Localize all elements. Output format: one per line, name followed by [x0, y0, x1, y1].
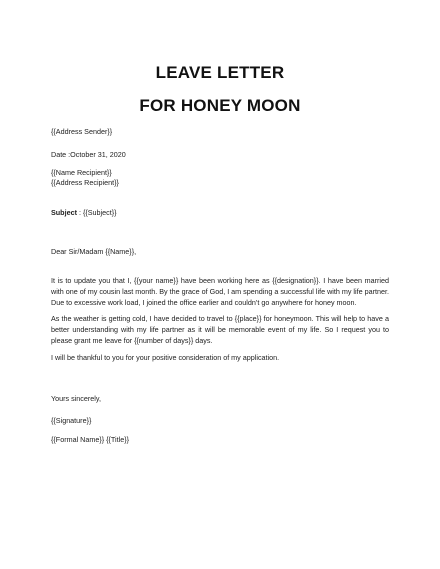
- subject-label: Subject: [51, 208, 77, 217]
- paragraph-3: I will be thankful to you for your positive consideration of my application.: [51, 353, 280, 362]
- paragraph-1: It is to update you that I, {{your name}} have been working here as {{designation}}. I have been married with one of my cousin last month. By the grace of God, I am spending a successful life with my life partner. Due to excessive work load, I joined the office earlier and couldn’t go anywhere for honey moon.: [51, 276, 389, 307]
- address-sender: {{Address Sender}}: [51, 127, 113, 136]
- date-line: Date :October 31, 2020: [51, 150, 126, 159]
- formal-name-title: {{Formal Name}} {{Title}}: [51, 435, 130, 444]
- name-recipient: {{Name Recipient}}: [51, 168, 112, 177]
- subject-line: [51, 208, 389, 218]
- signature: {{Signature}}: [51, 416, 92, 425]
- salutation: Dear Sir/Madam {{Name}},: [51, 247, 137, 256]
- address-recipient: {{Address Recipient}}: [51, 178, 119, 187]
- title-line-1: LEAVE LETTER: [155, 63, 285, 82]
- paragraph-2: As the weather is getting cold, I have decided to travel to {{place}} for honeymoon. This will help to have a better understanding with my life partner as it will be memorable event of my life. So I request you to please grant me leave for {{number of days}} days.: [51, 314, 389, 345]
- subject-value: : {{Subject}}: [76, 208, 117, 217]
- title-line-2: FOR HONEY MOON: [139, 96, 301, 115]
- closing: Yours sincerely,: [51, 394, 101, 403]
